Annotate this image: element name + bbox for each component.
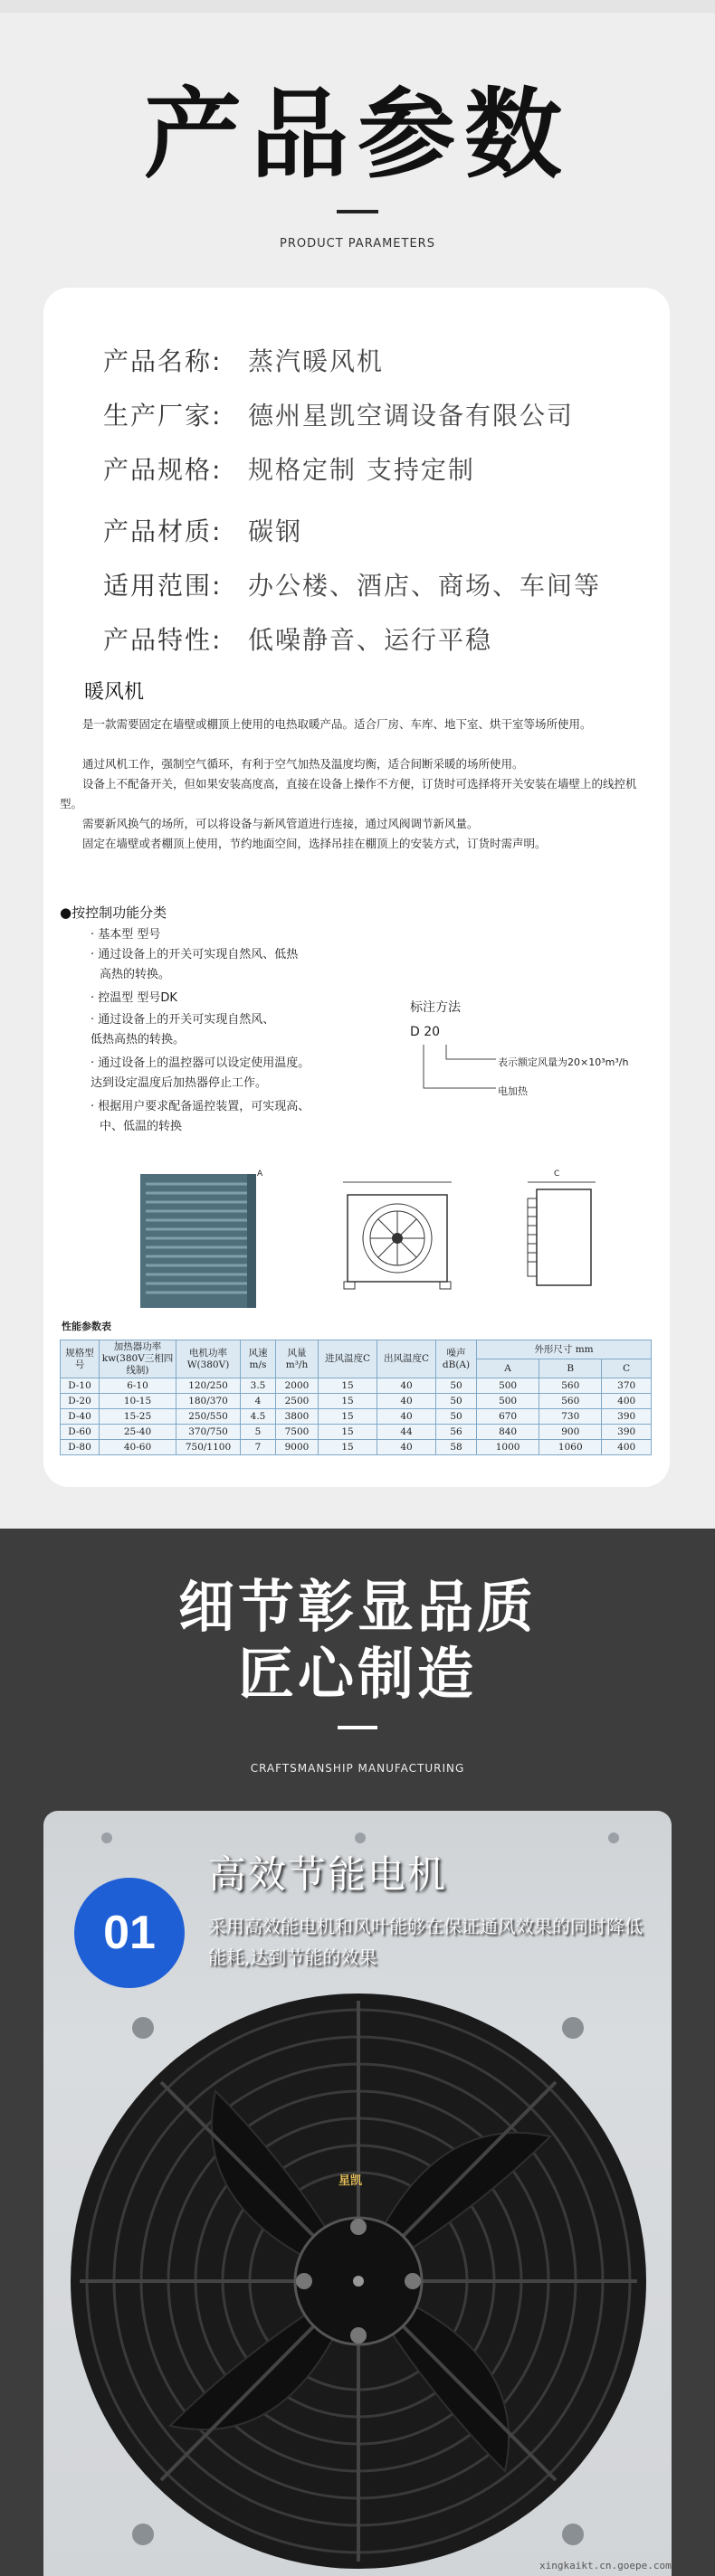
property-row-features <box>103 620 492 657</box>
doc-paragraph: 固定在墙壁或者棚顶上使用，节约地面空间，选择吊挂在棚顶上的安装方式，订货时需声明。 <box>82 837 547 850</box>
heater-front-illustration <box>138 1170 261 1314</box>
property-value: 规格定制 支持定制 <box>248 455 475 485</box>
table-header: 出风温度C <box>377 1340 436 1378</box>
table-header: 风量m³/h <box>276 1340 319 1378</box>
table-row <box>61 1425 652 1440</box>
control-item: · 根据用户要求配备遥控装置，可实现高、 <box>91 1100 310 1113</box>
table-cell: 7500 <box>276 1425 319 1440</box>
property-row-material <box>103 512 302 548</box>
table-body <box>61 1378 652 1455</box>
property-label: 产品材质: <box>103 516 223 546</box>
property-value: 蒸汽暖风机 <box>248 346 385 376</box>
table-cell: 3.5 <box>241 1378 276 1394</box>
performance-table <box>60 1340 652 1455</box>
table-cell: 500 <box>477 1378 539 1394</box>
table-cell: D-10 <box>61 1378 100 1394</box>
property-row-name <box>103 342 384 378</box>
table-cell: 1060 <box>539 1440 602 1455</box>
table-cell: 390 <box>602 1425 652 1440</box>
property-label: 生产厂家: <box>103 401 223 431</box>
table-cell: D-60 <box>61 1425 100 1440</box>
property-value: 碳钢 <box>248 516 303 546</box>
table-cell: D-20 <box>61 1394 100 1409</box>
table-cell: 1000 <box>477 1440 539 1455</box>
doc-paragraph: 通过风机工作，强制空气循环，有利于空气加热及温度均衡，适合间断采暖的场所使用。 <box>82 757 524 771</box>
table-cell: 560 <box>539 1394 602 1409</box>
control-item: 高热的转换。 <box>100 968 171 981</box>
table-cell: 56 <box>436 1425 477 1440</box>
table-header: 风速m/s <box>241 1340 276 1378</box>
table-cell: 50 <box>436 1409 477 1425</box>
table-cell: 370/750 <box>176 1425 241 1440</box>
control-item: 中、低温的转换 <box>100 1120 183 1133</box>
table-header: 加热器功率kw(380V三相四线制) <box>100 1340 176 1378</box>
table-cell: 40 <box>377 1440 436 1455</box>
craft-divider <box>338 1726 377 1729</box>
table-cell: 3800 <box>276 1409 319 1425</box>
table-header: 电机功率W(380V) <box>176 1340 241 1378</box>
table-header: B <box>539 1359 602 1378</box>
table-header: 进风温度C <box>319 1340 377 1378</box>
table-cell: 15 <box>319 1425 377 1440</box>
table-cell: 50 <box>436 1394 477 1409</box>
table-cell: 2000 <box>276 1378 319 1394</box>
control-item: 低热高热的转换。 <box>91 1033 186 1046</box>
table-cell: 180/370 <box>176 1394 241 1409</box>
notation-title: 标注方法 <box>410 1000 461 1015</box>
doc-paragraph: 设备上不配备开关，但如果安装高度高，直接在设备上操作不方便，订货时可选择将开关安装在墙壁上的线控机型。 <box>60 777 637 810</box>
table-cell: 5 <box>241 1425 276 1440</box>
feature-title: 高效节能电机 <box>208 1852 448 1897</box>
table-row <box>61 1378 652 1394</box>
property-value: 德州星凯空调设备有限公司 <box>248 401 575 431</box>
property-label: 产品规格: <box>103 455 223 485</box>
table-cell: 50 <box>436 1378 477 1394</box>
heater-side-drawing <box>510 1179 609 1296</box>
property-label: 产品名称: <box>103 346 223 376</box>
top-strip <box>0 0 715 13</box>
doc-paragraph: 是一款需要固定在墙壁或棚顶上使用的电热取暖产品。适合厂房、车库、地下室、烘干室等场所使用。 <box>82 717 592 731</box>
table-cell: 670 <box>477 1409 539 1425</box>
table-cell: 40 <box>377 1378 436 1394</box>
page-title: 产品参数 <box>143 79 571 192</box>
fan-brand-label: 星凯 <box>338 2174 363 2188</box>
table-cell: 730 <box>539 1409 602 1425</box>
table-cell: 15-25 <box>100 1409 176 1425</box>
table-cell: 40 <box>377 1394 436 1409</box>
table-caption: 性能参数表 <box>62 1321 111 1332</box>
table-cell: 370 <box>602 1378 652 1394</box>
table-header: 规格型号 <box>61 1340 100 1378</box>
table-cell: 15 <box>319 1440 377 1455</box>
control-item: · 通过设备上的开关可实现自然风、 <box>91 1013 275 1027</box>
table-cell: 4 <box>241 1394 276 1409</box>
table-cell: 900 <box>539 1425 602 1440</box>
property-value: 办公楼、酒店、商场、车间等 <box>248 571 602 601</box>
table-header: 外形尺寸 mm <box>477 1340 652 1359</box>
property-row-manufacturer <box>103 396 574 432</box>
table-cell: 25-40 <box>100 1425 176 1440</box>
table-cell: 40 <box>377 1409 436 1425</box>
notation-code: D 20 <box>410 1025 441 1039</box>
notation-line-1: 表示额定风量为20×10³m³/h <box>498 1056 629 1068</box>
doc-paragraph: 需要新风换气的场所，可以将设备与新风管道进行连接，通过风阀调节新风量。 <box>82 817 479 830</box>
table-cell: 250/550 <box>176 1409 241 1425</box>
control-item: · 控温型 型号DK <box>91 991 177 1005</box>
property-row-scope <box>103 566 601 602</box>
table-cell: 500 <box>477 1394 539 1409</box>
craft-title-line-2: 匠心制造 <box>237 1641 477 1707</box>
table-cell: 2500 <box>276 1394 319 1409</box>
dimension-c-label: C <box>554 1170 560 1179</box>
table-cell: 400 <box>602 1394 652 1409</box>
craft-title-line-1: 细节彰显品质 <box>177 1574 537 1640</box>
site-watermark: xingkaikt.cn.goepe.com <box>539 2560 672 2571</box>
table-cell: 560 <box>539 1378 602 1394</box>
control-item: · 通过设备上的温控器可以设定使用温度。 <box>91 1056 310 1070</box>
title-divider <box>337 210 378 213</box>
dimension-a-label: A <box>257 1170 263 1179</box>
table-cell: 7 <box>241 1440 276 1455</box>
table-cell: 58 <box>436 1440 477 1455</box>
table-cell: 9000 <box>276 1440 319 1455</box>
doc-title: 暖风机 <box>84 681 145 704</box>
heater-fan-drawing <box>338 1179 456 1296</box>
table-row <box>61 1409 652 1425</box>
notation-line-2: 电加热 <box>498 1085 528 1097</box>
control-item: · 通过设备上的开关可实现自然风、低热 <box>91 948 299 961</box>
property-label: 产品特性: <box>103 625 223 655</box>
table-cell: 750/1100 <box>176 1440 241 1455</box>
craft-subtitle: CRAFTSMANSHIP MANUFACTURING <box>250 1762 465 1775</box>
table-header: 噪声dB(A) <box>436 1340 477 1378</box>
table-row <box>61 1440 652 1455</box>
control-class-title: ●按控制功能分类 <box>60 904 167 921</box>
parameters-card <box>43 288 670 1487</box>
page-subtitle: PRODUCT PARAMETERS <box>280 237 435 251</box>
table-header: A <box>477 1359 539 1378</box>
table-cell: 44 <box>377 1425 436 1440</box>
table-header: C <box>602 1359 652 1378</box>
table-cell: 15 <box>319 1394 377 1409</box>
table-cell: 4.5 <box>241 1409 276 1425</box>
table-cell: D-80 <box>61 1440 100 1455</box>
property-label: 适用范围: <box>103 571 223 601</box>
control-item: 达到设定温度后加热器停止工作。 <box>91 1076 268 1090</box>
table-cell: 6-10 <box>100 1378 176 1394</box>
control-item: · 基本型 型号 <box>91 928 161 942</box>
feature-number-badge: 01 <box>74 1878 185 1988</box>
table-cell: 40-60 <box>100 1440 176 1455</box>
table-cell: 15 <box>319 1409 377 1425</box>
table-cell: 10-15 <box>100 1394 176 1409</box>
property-row-spec <box>103 450 475 487</box>
table-cell: 15 <box>319 1378 377 1394</box>
table-row <box>61 1394 652 1409</box>
property-value: 低噪静音、运行平稳 <box>248 625 493 655</box>
table-cell: 400 <box>602 1440 652 1455</box>
feature-description: 采用高效能电机和风叶能够在保证通风效果的同时降低能耗,达到节能的效果 <box>208 1916 643 1968</box>
table-cell: 840 <box>477 1425 539 1440</box>
table-cell: 120/250 <box>176 1378 241 1394</box>
table-cell: 390 <box>602 1409 652 1425</box>
table-cell: D-40 <box>61 1409 100 1425</box>
